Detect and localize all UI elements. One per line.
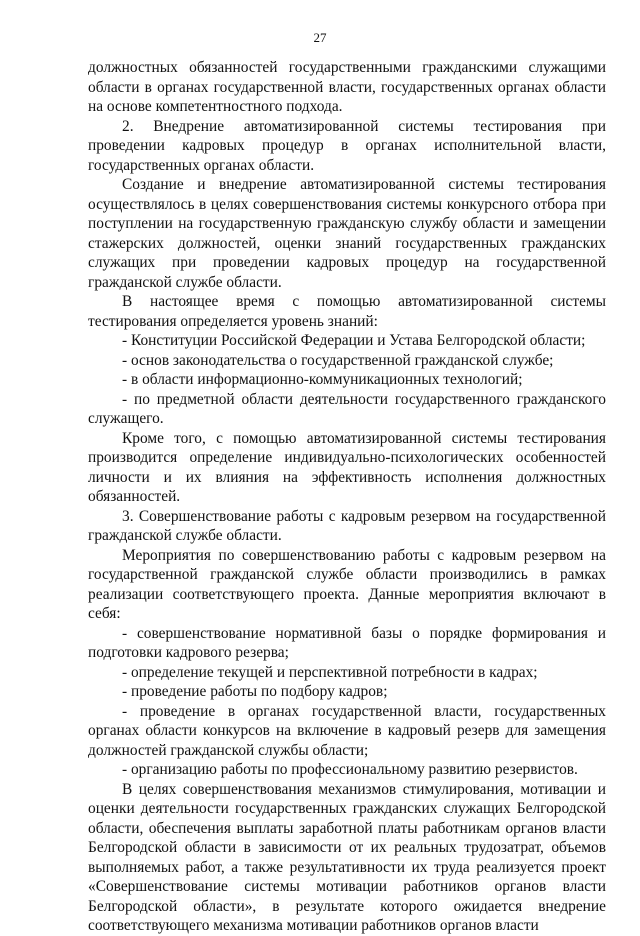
document-body (88, 58, 606, 936)
paragraph: Кроме того, с помощью автоматизированной системы тестирования производится определение индивидуально-психологических особенностей личности и их влияния на эффективность исполнения должностных обязанностей. (88, 429, 606, 505)
paragraph: должностных обязанностей государственными гражданскими служащими области в органах государственной власти, государственных органах области на основе компетентностного подхода. (88, 59, 606, 115)
list-item: - в области информационно-коммуникационных технологий; (122, 371, 523, 388)
paragraph: Создание и внедрение автоматизированной системы тестирования осуществлялось в целях совершенствования системы конкурсного отбора при поступлении на государственную гражданскую службу области и замещении стажерских должностей, оценки знаний государственных гражданских служащих при проведении кадровых процедур на государственной гражданской службе области. (88, 176, 606, 291)
list-item: - совершенствование нормативной базы о порядке формирования и подготовки кадрового резерва; (88, 624, 606, 661)
list-item: - проведение в органах государственной власти, государственных органах области конкурсов на включение в кадровый резерв для замещения должностей гражданской службы области; (88, 702, 606, 759)
list-item: - определение текущей и перспективной потребности в кадрах; (122, 663, 538, 681)
list-item: - Конституции Российской Федерации и Устава Белгородской области; (122, 332, 586, 349)
list-item: - по предметной области деятельности государственного гражданского служащего. (88, 390, 606, 427)
list-item: - проведение работы по подбору кадров; (122, 683, 388, 700)
list-item: - основ законодательства о государственной гражданской службе; (122, 351, 554, 369)
list-item: - организацию работы по профессиональному развитию резервистов. (122, 761, 578, 778)
section-heading-2: 2. Внедрение автоматизированной системы тестирования при проведении кадровых процедур в органах исполнительной власти, государственных органах области. (88, 117, 606, 174)
page-number: 27 (313, 30, 327, 45)
paragraph: В настоящее время с помощью автоматизированной системы тестирования определяется уровень знаний: (88, 293, 606, 330)
paragraph: Мероприятия по совершенствованию работы с кадровым резервом на государственной гражданской службе области производились в рамках реализации соответствующего проекта. Данные мероприятия включают в себя: (88, 546, 606, 622)
paragraph: В целях совершенствования механизмов стимулирования, мотивации и оценки деятельности государственных гражданских служащих Белгородской области, обеспечения выплаты заработной платы работникам органов власти Белгородской области в зависимости от их реальных трудозатрат, объемов выполняемых работ, а также результативности их труда реализуется проект «Совершенствование системы мотивации работников органов власти Белгородской области», в результате которого ожидается внедрение соответствующего механизма мотивации работников органов власти (88, 780, 606, 934)
section-heading-3: 3. Совершенствование работы с кадровым резервом на государственной гражданской службе области. (88, 507, 606, 544)
